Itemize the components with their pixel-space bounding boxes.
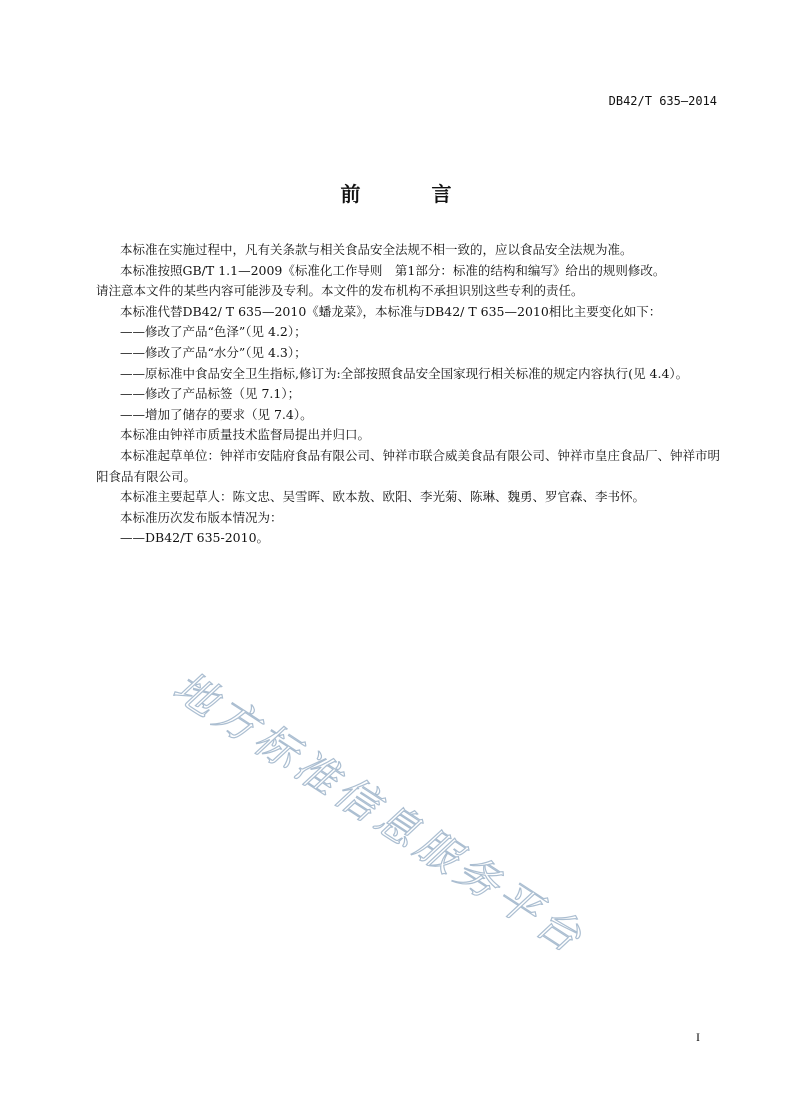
paragraph-conflict-rule: 本标准在实施过程中，凡有关条款与相关食品安全法规不相一致的，应以食品安全法规为准。 [120,242,633,257]
change-item: ——修改了产品“色泽”（见 4.2）； [120,324,307,340]
standard-code: DB42/T 635—2014 [608,94,717,108]
change-item: ——修改了产品“水分”（见 4.3）； [120,344,307,360]
change-item: ——增加了储存的要求（见 7.4）。 [120,406,313,422]
change-item: ——修改了产品标签（见 7.1）； [120,386,301,402]
watermark: 地方标准信息服务平台 [164,661,595,965]
history-item: ——DB42/T 635-2010。 [120,530,270,546]
paragraph-drafters: 本标准主要起草人：陈文忠、吴雪晖、欧本敖、欧阳、李光菊、陈琳、魏勇、罗官森、李书怀。 [120,489,646,505]
paragraph-drafting-units: 本标准起草单位：钟祥市安陆府食品有限公司、钟祥市联合威美食品有限公司、钟祥市皇庄食品厂、钟祥市明阳食品有限公司。 [96,447,721,484]
foreword-body [96,240,720,549]
paragraph-replaces: 本标准代替DB42/ T 635—2010《蟠龙菜》，本标准与DB42/ T 635—2010相比主要变化如下： [120,303,662,319]
paragraph-history: 本标准历次发布版本情况为： [120,509,283,525]
page-title: 前 言 [340,182,484,206]
page-number: I [696,1030,700,1044]
change-item: ——原标准中食品安全卫生指标,修订为:全部按照食品安全国家现行相关标准的规定内容执行(见 4.4）。 [120,365,689,381]
paragraph-patent-notice: 请注意本文件的某些内容可能涉及专利。本文件的发布机构不承担识别这些专利的责任。 [96,283,584,299]
paragraph-proposer: 本标准由钟祥市质量技术监督局提出并归口。 [120,427,371,443]
paragraph-drafting-rules: 本标准按照GB/T 1.1—2009《标准化工作导则 第1部分：标准的结构和编写》给出的规则修改。 [120,262,666,278]
